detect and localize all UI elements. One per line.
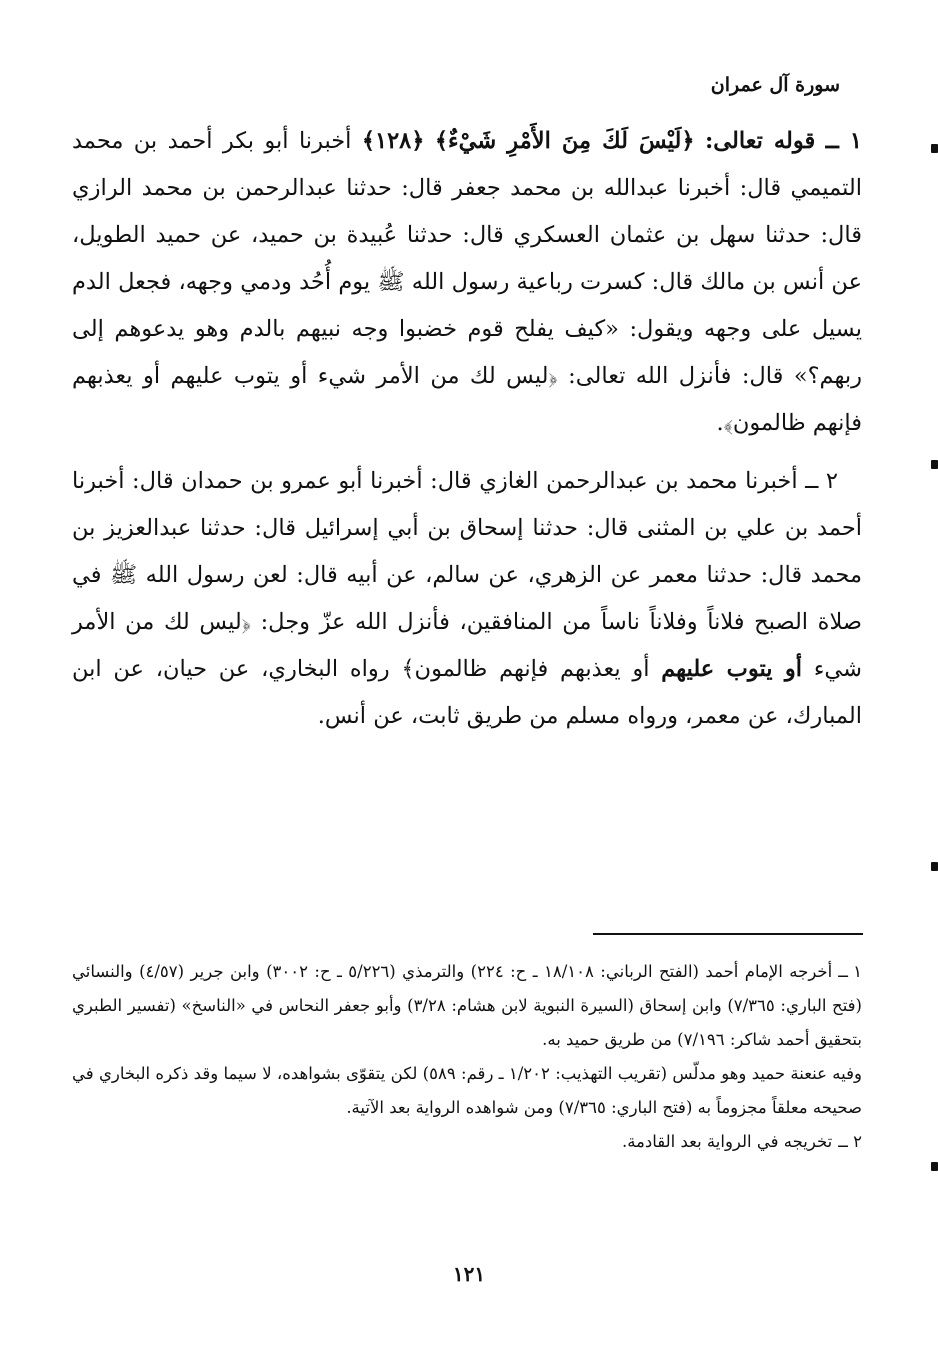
footnote-1-continuation-text: وفيه عنعنة حميد وهو مدلّس (تقريب التهذيب: ١/٢٠٢ ـ رقم: ٥٨٩) لكن يتقوّى بشواهده، لا سيما وقد ذكره البخاري في صحيحه معلقاً مجزوماً به (فتح الباري: ٧/٣٦٥) ومن شواهده الرواية بعد الآتية. (72, 1064, 862, 1117)
paragraph-1 (72, 118, 862, 447)
paragraph-1-verse-ref: ﴿١٢٨﴾ (361, 128, 425, 154)
footnotes (72, 955, 862, 1159)
paragraph-1-number: ١ ــ (825, 128, 862, 154)
footnote-2 (72, 1125, 862, 1159)
paragraph-1-quote: ﴿لَيْسَ لَكَ مِنَ الأَمْرِ شَيْءٌ﴾ (434, 128, 695, 154)
footnote-2-text: تخريجه في الرواية بعد القادمة. (621, 1132, 833, 1151)
margin-mark (931, 460, 938, 469)
footnote-2-number: ٢ ــ (838, 1132, 862, 1151)
paragraph-1-lead: قوله تعالى: (704, 128, 816, 154)
footnote-1-text: أخرجه الإمام أحمد (الفتح الرباني: ١٨/١٠٨ ـ ح: ٢٢٤) والترمذي (٥/٢٢٦ ـ ح: ٣٠٠٢) وابن جرير (٤/٥٧) والنسائي (فتح الباري: ٧/٣٦٥) وابن إسحاق (السيرة النبوية لابن هشام: ٣/٢٨) وأبو جعفر النحاس في «الناسخ» (تفسير الطبري بتحقيق أحمد شاكر: ٧/١٩٦) من طريق حميد به. (72, 962, 862, 1049)
footnote-1-continuation (72, 1057, 862, 1125)
body-text (72, 118, 862, 740)
footnote-1-number: ١ ــ (838, 962, 863, 981)
margin-mark (931, 144, 938, 153)
paragraph-2-text-after: أو يعذبهم فإنهم ظالمون﴾ رواه البخاري، عن حيان، عن ابن المبارك، عن معمر، ورواه مسلم من طريق ثابت، عن أنس. (72, 656, 862, 729)
margin-mark (931, 1162, 938, 1171)
page-number: ١٢١ (452, 1262, 486, 1286)
paragraph-1-text: أخبرنا أبو بكر أحمد بن محمد التميمي قال: أخبرنا عبدالله بن محمد جعفر قال: حدثنا عبدالرحمن بن محمد الرازي قال: حدثنا سهل بن عثمان العسكري قال: حدثنا عُبيدة بن حميد، عن حميد الطويل، عن أنس بن مالك قال: كسرت رباعية رسول الله ﷺ يوم أُحُد ودمي وجهه، فجعل الدم يسيل على وجهه ويقول: «كيف يفلح قوم خضبوا وجه نبيهم بالدم وهو يدعوهم إلى ربهم؟» قال: فأنزل الله تعالى: ﴿ليس لك من الأمر شيء أو يتوب عليهم أو يعذبهم فإنهم ظالمون﴾. (72, 128, 862, 436)
paragraph-2-bold-part: أو يتوب عليهم (661, 656, 803, 682)
footnote-separator (593, 933, 863, 935)
margin-mark (931, 862, 938, 871)
paragraph-2-text-before: أخبرنا محمد بن عبدالرحمن الغازي قال: أخبرنا أبو عمرو بن حمدان قال: أخبرنا أحمد بن علي بن المثنى قال: حدثنا إسحاق بن أبي إسرائيل قال: حدثنا عبدالعزيز بن محمد قال: حدثنا معمر عن الزهري، عن سالم، عن أبيه قال: لعن رسول الله ﷺ في صلاة الصبح فلاناً وفلاناً ناساً من المنافقين، فأنزل الله عزّ وجل: ﴿ليس لك من الأمر شيء (72, 468, 862, 682)
paragraph-2 (72, 458, 862, 740)
paragraph-2-number: ٢ ــ (805, 468, 838, 494)
footnote-1 (72, 955, 862, 1057)
running-head: سورة آل عمران (710, 74, 840, 96)
